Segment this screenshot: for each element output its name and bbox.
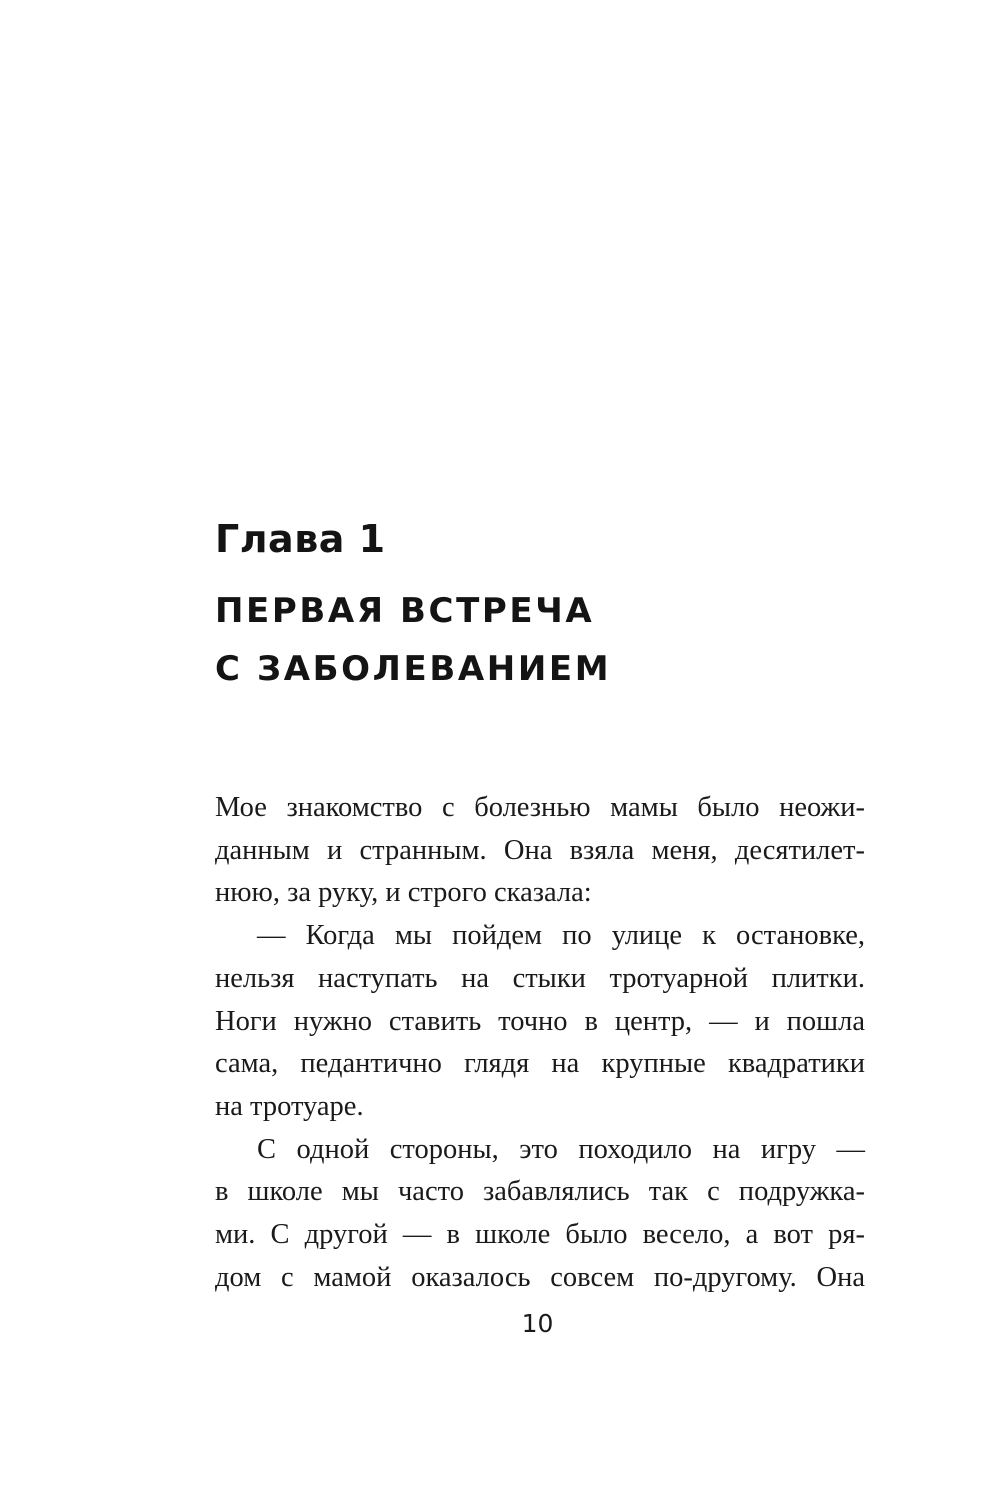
text-line: Мое знакомство с болезнью мамы было неожи- [215,792,865,823]
chapter-label: Глава 1 [215,517,386,561]
text-line: в школе мы часто забавлялись так с подружка- [215,1176,865,1208]
chapter-title-line: С ЗАБОЛЕВАНИЕМ [215,649,612,689]
text-line: на тротуаре. [215,1090,364,1122]
text-line: — Когда мы пойдем по улице к остановке, [257,920,865,952]
text-line: дом с мамой оказалось совсем по-другому. Она [215,1261,865,1293]
text-line: нюю, за руку, и строго сказала: [215,877,592,909]
text-line: С одной стороны, это походило на игру — [257,1133,865,1165]
text-line: данным и странным. Она взяла меня, десятилет- [215,834,865,866]
text-line: нельзя наступать на стыки тротуарной плитки. [215,962,865,994]
text-line: сама, педантично глядя на крупные квадратики [215,1048,865,1080]
text-line: Ноги нужно ставить точно в центр, — и пошла [215,1005,865,1037]
text-line: ми. С другой — в школе было весело, а вот ря- [215,1219,865,1251]
body-text [215,787,865,1299]
page-number: 10 [521,1309,554,1338]
chapter-title-line: ПЕРВАЯ ВСТРЕЧА [215,591,595,631]
chapter-title [215,582,611,698]
